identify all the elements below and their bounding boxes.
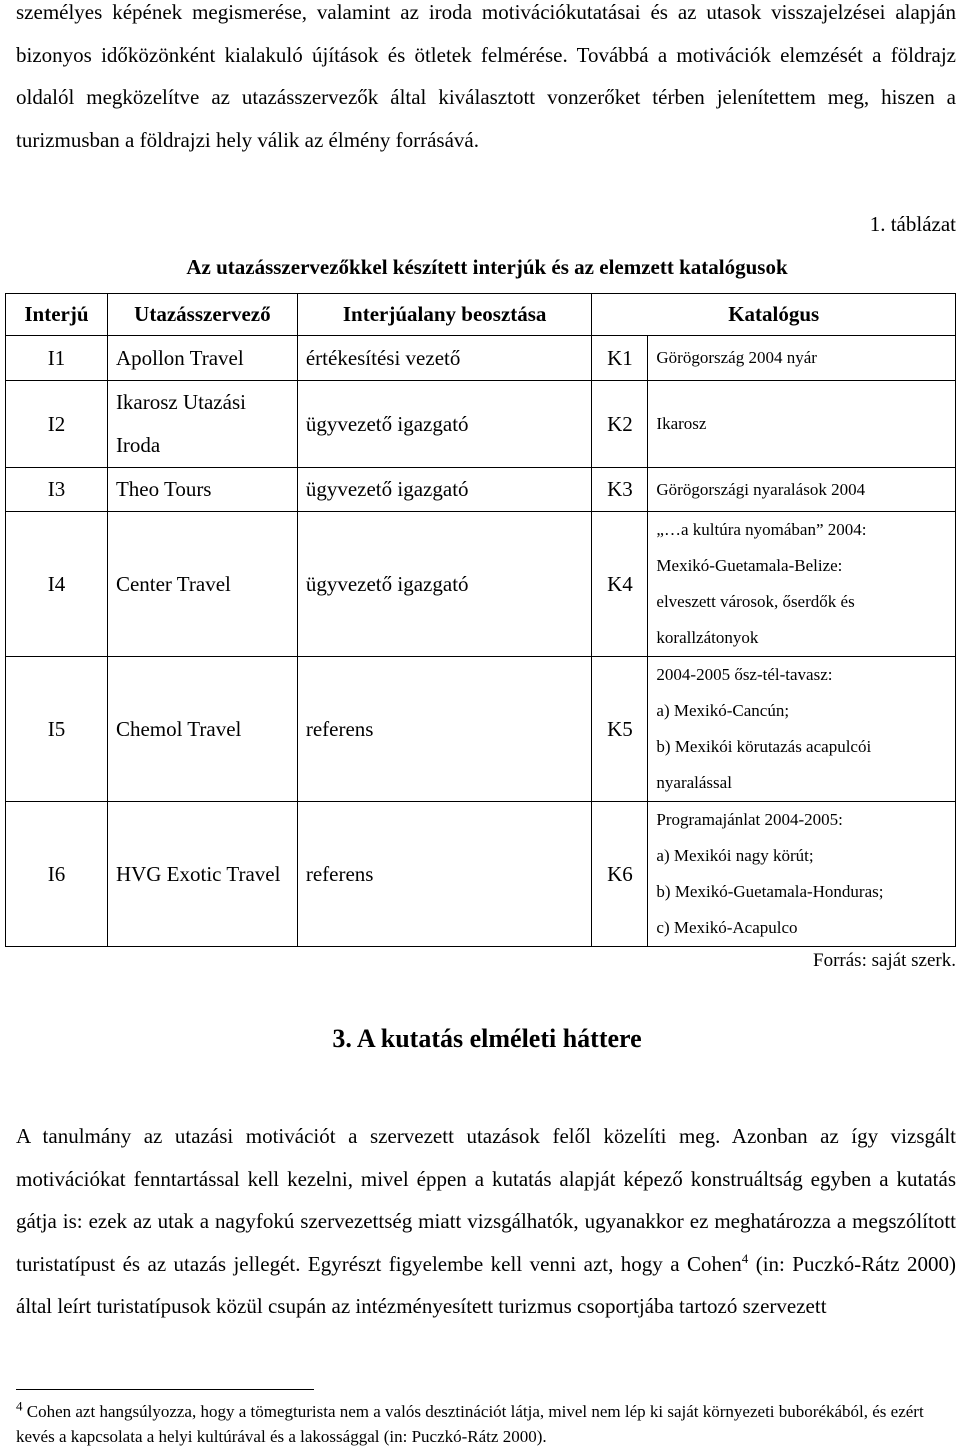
cell-catalog — [648, 512, 956, 657]
cell-catalog-code: K5 — [592, 657, 648, 802]
catalog-line: elveszett városok, őserdők és — [656, 592, 855, 611]
footnote-divider — [16, 1389, 314, 1390]
cell-interview: I2 — [6, 381, 108, 468]
header-organizer: Utazásszervező — [107, 294, 297, 336]
cell-organizer: Center Travel — [107, 512, 297, 657]
cell-position: értékesítési vezető — [297, 336, 592, 381]
catalog-line: Ikarosz — [656, 414, 707, 433]
intro-paragraph: személyes képének megismerése, valamint az iroda motivációkutatásai és az utasok visszajelzései alapján bizonyos időközönként kialakuló újítások és ötletek felmérése. Továbbá a motivációk elemzését a földrajz oldalól megközelítve az utazásszervezők által kiválasztott vonzerőket térben jelenítettem meg, hiszen a turizmusban a földrajzi hely válik az élmény forrásává. — [16, 0, 956, 152]
catalog-line: a) Mexikó-Cancún; — [656, 701, 790, 720]
cell-position: ügyvezető igazgató — [297, 512, 592, 657]
table-header-row — [6, 294, 956, 336]
table-number: 1. táblázat — [869, 212, 956, 236]
cell-position: referens — [297, 802, 592, 947]
cell-catalog — [648, 657, 956, 802]
catalog-line: Mexikó-Guetamala-Belize: — [656, 556, 843, 575]
catalog-line: c) Mexikó-Acapulco — [656, 918, 798, 937]
header-interview: Interjú — [6, 294, 108, 336]
cell-catalog-code: K6 — [592, 802, 648, 947]
footnote-text: Cohen azt hangsúlyozza, hogy a tömegturista nem a valós desztinációt látja, mivel nem lép ki saját környezeti buborékából, és ezért kevés a kapcsolata a helyi kultúrával és a lakossággal (in: Puczkó-Rátz 2000). — [16, 1402, 924, 1446]
cell-catalog-code: K4 — [592, 512, 648, 657]
header-catalog: Katalógus — [592, 294, 956, 336]
cell-catalog-code: K3 — [592, 468, 648, 512]
header-position: Interjúalany beosztása — [297, 294, 592, 336]
body-text: (in: Puczkó-Rátz 2000) által leírt turistatípusok közül csupán az intézményesített turizmus csoportjába tartozó szervezett — [16, 1251, 956, 1318]
cell-position: ügyvezető igazgató — [297, 468, 592, 512]
footnote — [16, 1399, 956, 1449]
table-row — [6, 468, 956, 512]
cell-organizer: Theo Tours — [107, 468, 297, 512]
cell-organizer: HVG Exotic Travel — [107, 802, 297, 947]
catalog-table — [5, 293, 956, 947]
cell-organizer: Ikarosz Utazási Iroda — [107, 381, 297, 468]
body-paragraph — [16, 1115, 956, 1328]
body-text: A tanulmány az utazási motivációt a szervezett utazások felől közelíti meg. Azonban az így vizsgált motivációkat fenntartással kell kezelni, mivel éppen a kutatás alapját képező konstruáltság egyben a kutatás gátja is: ezek az utak a nagyfokú szervezettség miatt vizsgálhatók, ugyanakkor ez meghatározza a megszólított turistatípust és az utazás jellegét. Egyrészt figyelembe kell venni azt, hogy a Cohen — [16, 1124, 956, 1276]
catalog-line: a) Mexikói nagy körút; — [656, 846, 814, 865]
cell-organizer: Chemol Travel — [107, 657, 297, 802]
table-caption: Az utazásszervezőkkel készített interjúk és az elemzett katalógusok — [186, 255, 788, 279]
table-row — [6, 802, 956, 947]
table-row — [6, 381, 956, 468]
catalog-line: b) Mexikó-Guetamala-Honduras; — [656, 882, 884, 901]
cell-catalog-code: K1 — [592, 336, 648, 381]
table-row — [6, 512, 956, 657]
catalog-line: Görögországi nyaralások 2004 — [656, 479, 866, 499]
table-row — [6, 336, 956, 381]
catalog-line: korallzátonyok — [656, 628, 759, 647]
table-row — [6, 657, 956, 802]
catalog-line: 2004-2005 ősz-tél-tavasz: — [656, 665, 833, 684]
cell-interview: I6 — [6, 802, 108, 947]
cell-interview: I5 — [6, 657, 108, 802]
catalog-line: nyaralással — [656, 773, 732, 792]
cell-organizer: Apollon Travel — [107, 336, 297, 381]
catalog-line: „…a kultúra nyomában” 2004: — [656, 520, 867, 539]
cell-catalog — [648, 468, 956, 512]
cell-position: referens — [297, 657, 592, 802]
catalog-line: Programajánlat 2004-2005: — [656, 810, 843, 829]
cell-catalog — [648, 336, 956, 381]
cell-interview: I4 — [6, 512, 108, 657]
footnote-number: 4 — [16, 1398, 23, 1414]
cell-catalog-code: K2 — [592, 381, 648, 468]
table-source: Forrás: saját szerk. — [813, 950, 956, 971]
catalog-line: b) Mexikói körutazás acapulcói — [656, 737, 872, 756]
section-heading: 3. A kutatás elméleti háttere — [332, 1024, 642, 1053]
cell-catalog — [648, 802, 956, 947]
cell-catalog — [648, 381, 956, 468]
cell-position: ügyvezető igazgató — [297, 381, 592, 468]
catalog-line: Görögország 2004 nyár — [656, 348, 817, 367]
cell-interview: I3 — [6, 468, 108, 512]
footnote-ref[interactable]: 4 — [741, 1250, 749, 1266]
cell-interview: I1 — [6, 336, 108, 381]
